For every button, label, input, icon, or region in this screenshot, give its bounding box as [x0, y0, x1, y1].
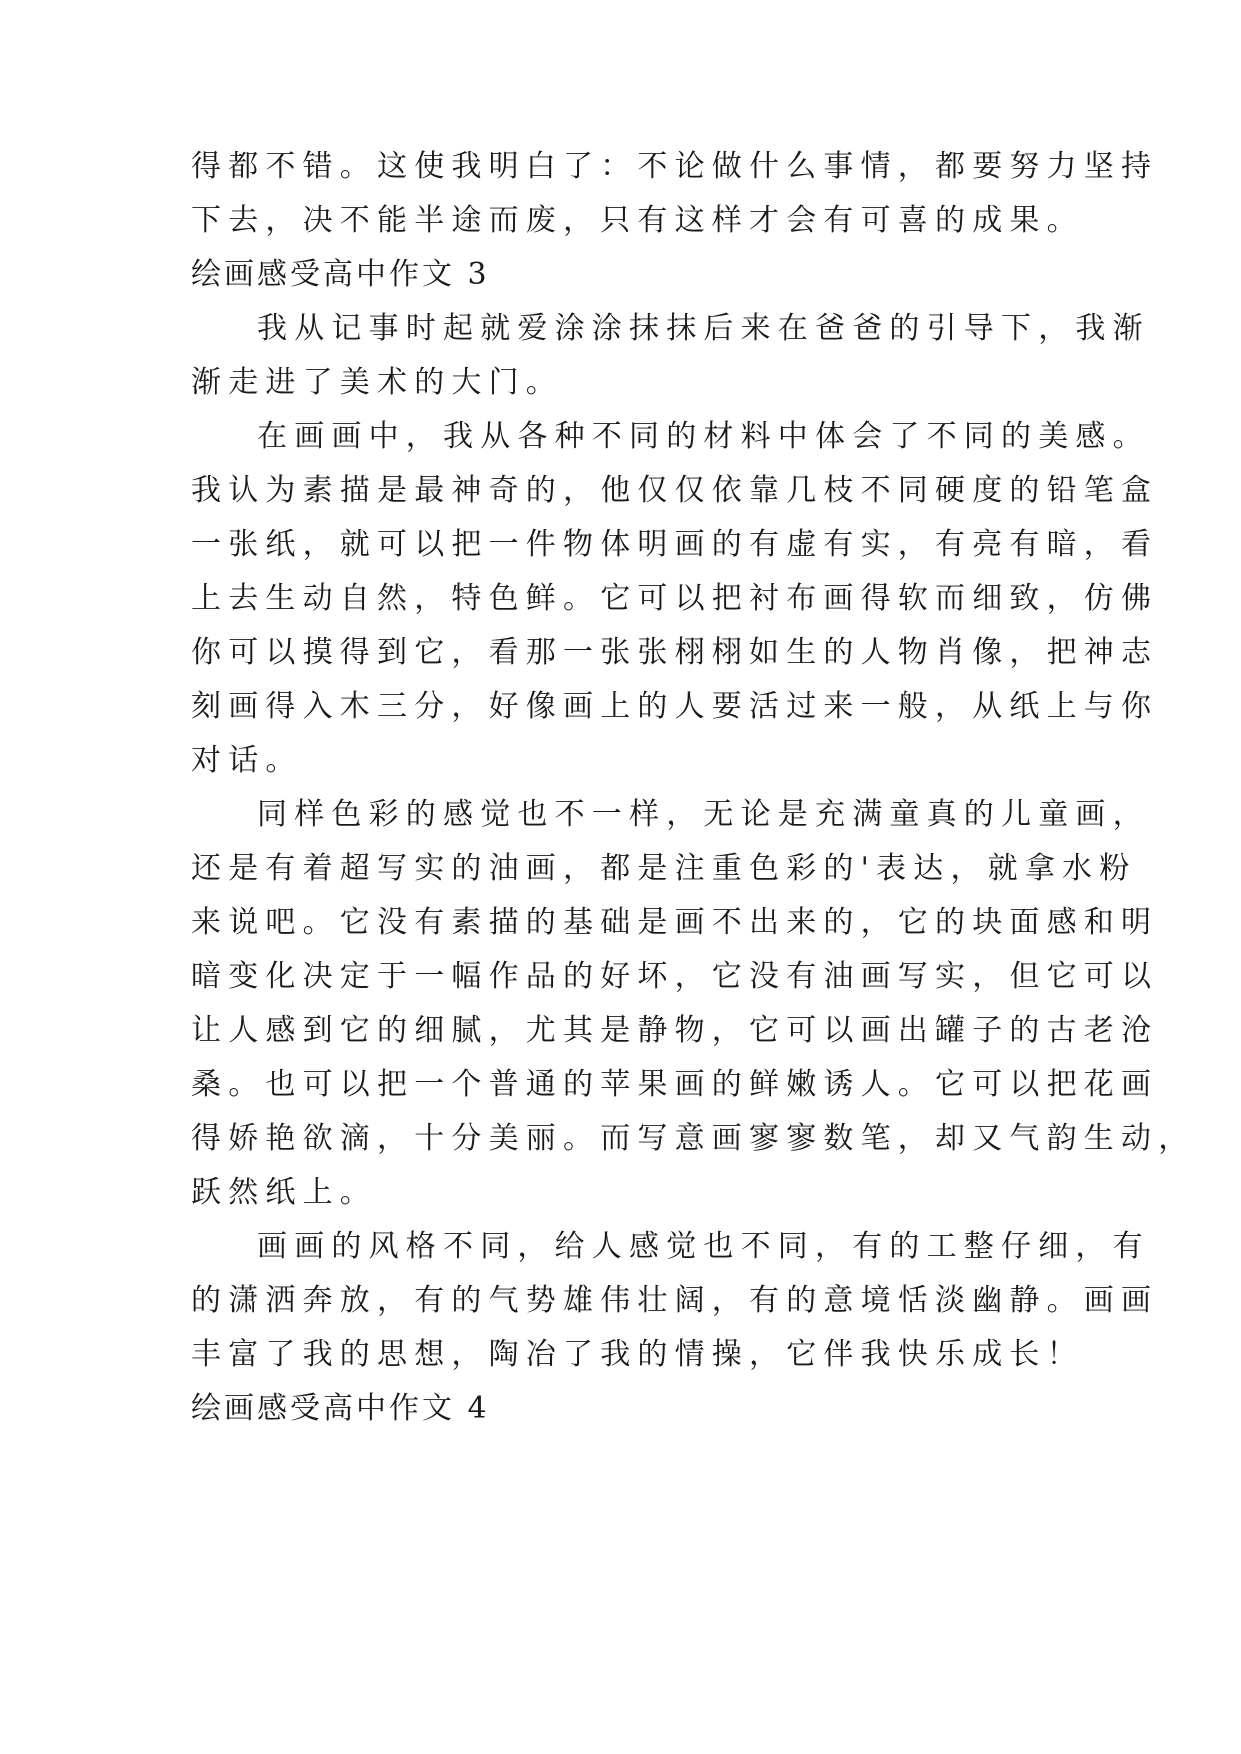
- paragraph-line: 还是有着超写实的油画，都是注重色彩的'表达，就拿水粉: [191, 851, 1137, 886]
- paragraph-line: 的潇洒奔放，有的气势雄伟壮阔，有的意境恬淡幽静。画画: [191, 1283, 1159, 1318]
- paragraph-line: 得娇艳欲滴，十分美丽。而写意画寥寥数笔，却又气韵生动，: [191, 1121, 1196, 1156]
- paragraph-line: 你可以摸得到它，看那一张张栩栩如生的人物肖像，把神志: [191, 635, 1159, 670]
- paragraph-line: 来说吧。它没有素描的基础是画不出来的，它的块面感和明: [191, 905, 1159, 940]
- paragraph-line: 画画的风格不同，给人感觉也不同，有的工整仔细，有: [257, 1229, 1150, 1264]
- paragraph-line: 刻画得入木三分，好像画上的人要活过来一般，从纸上与你: [191, 689, 1159, 724]
- paragraph-line: 得都不错。这使我明白了：不论做什么事情，都要努力坚持: [191, 149, 1159, 184]
- paragraph-line: 我认为素描是最神奇的，他仅仅依靠几枝不同硬度的铅笔盒: [191, 473, 1159, 508]
- paragraph-line: 丰富了我的思想，陶冶了我的情操，它伴我快乐成长！: [191, 1337, 1084, 1372]
- paragraph-line: 暗变化决定于一幅作品的好坏，它没有油画写实，但它可以: [191, 959, 1159, 994]
- section-heading: 绘画感受高中作文 3: [191, 257, 490, 292]
- paragraph-line: 让人感到它的细腻，尤其是静物，它可以画出罐子的古老沧: [191, 1013, 1159, 1048]
- paragraph-line: 同样色彩的感觉也不一样，无论是充满童真的儿童画，: [257, 797, 1150, 832]
- paragraph-line: 渐走进了美术的大门。: [191, 365, 563, 400]
- paragraph-line: 在画画中，我从各种不同的材料中体会了不同的美感。: [257, 419, 1150, 454]
- paragraph-line: 桑。也可以把一个普通的苹果画的鲜嫩诱人。它可以把花画: [191, 1067, 1159, 1102]
- paragraph-line: 对话。: [191, 743, 303, 778]
- paragraph-line: 一张纸，就可以把一件物体明画的有虚有实，有亮有暗，看: [191, 527, 1159, 562]
- section-heading: 绘画感受高中作文 4: [191, 1391, 490, 1426]
- paragraph-line: 跃然纸上。: [191, 1175, 377, 1210]
- paragraph-line: 我从记事时起就爱涂涂抹抹后来在爸爸的引导下，我渐: [257, 311, 1150, 346]
- paragraph-line: 上去生动自然，特色鲜。它可以把衬布画得软而细致，仿佛: [191, 581, 1159, 616]
- paragraph-line: 下去，决不能半途而废，只有这样才会有可喜的成果。: [191, 203, 1084, 238]
